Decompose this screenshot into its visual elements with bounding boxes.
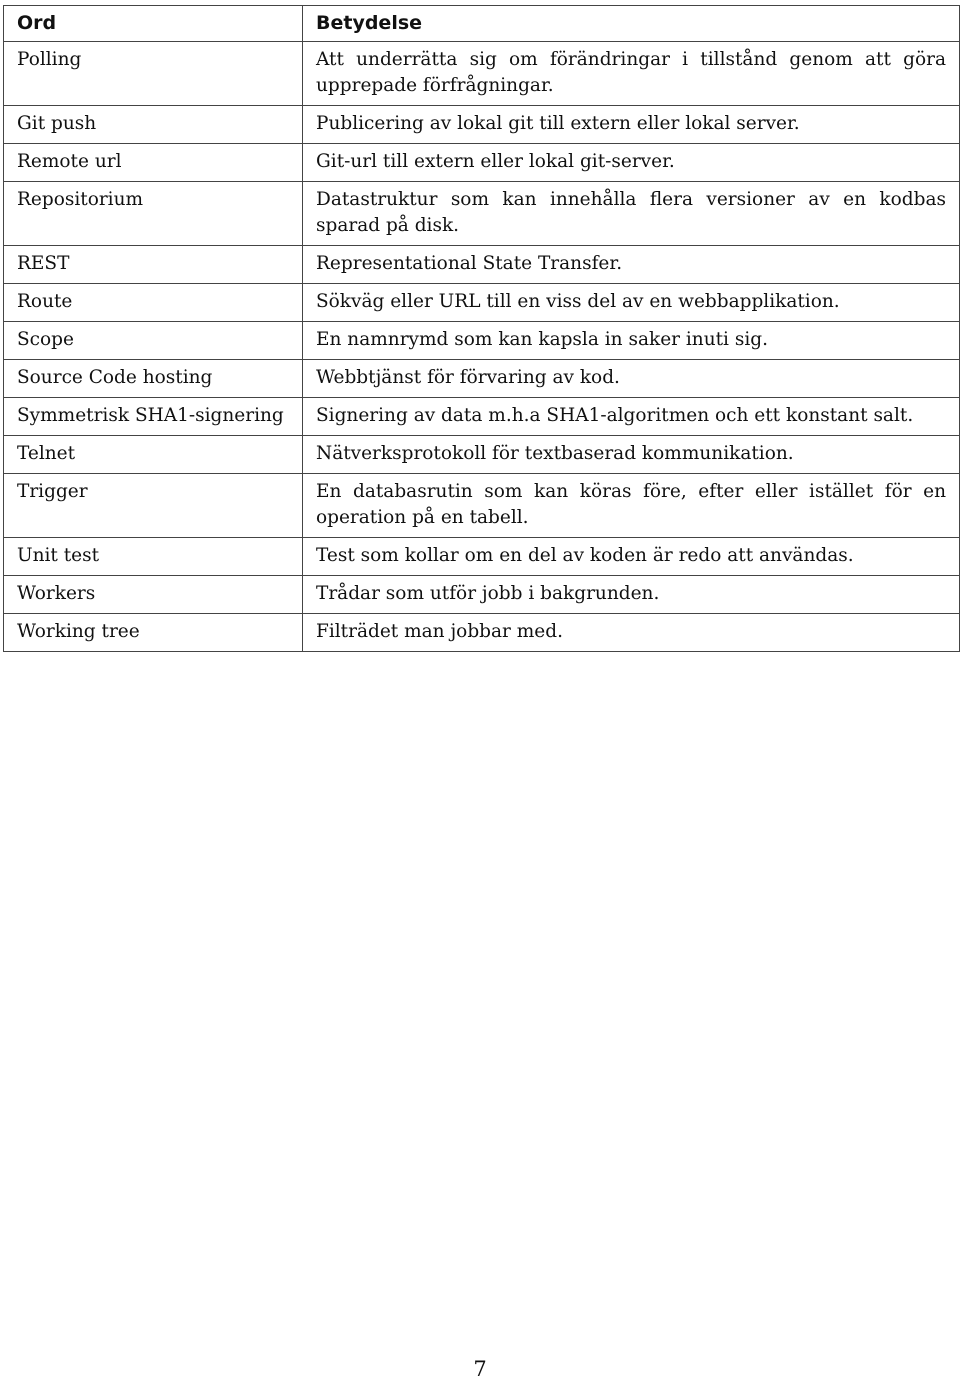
term-cell: Telnet [4,436,303,474]
table-row [4,182,960,246]
meaning-cell: En databasrutin som kan köras före, efter eller istället för en operation på en tabell. [303,474,960,538]
meaning-cell: Webbtjänst för förvaring av kod. [303,360,960,398]
meaning-cell: Sökväg eller URL till en viss del av en webbapplikation. [303,284,960,322]
term-cell: Trigger [4,474,303,538]
meaning-cell: Trådar som utför jobb i bakgrunden. [303,576,960,614]
table-row [4,360,960,398]
table-row [4,436,960,474]
meaning-cell: Signering av data m.h.a SHA1-algoritmen och ett konstant salt. [303,398,960,436]
term-cell: Scope [4,322,303,360]
term-cell: Polling [4,42,303,106]
table-row [4,576,960,614]
meaning-cell: Att underrätta sig om förändringar i tillstånd genom att göra upprepade förfrågningar. [303,42,960,106]
meaning-cell: Publicering av lokal git till extern eller lokal server. [303,106,960,144]
table-row [4,322,960,360]
term-cell: Symmetrisk SHA1-signering [4,398,303,436]
table-row [4,538,960,576]
meaning-cell: En namnrymd som kan kapsla in saker inuti sig. [303,322,960,360]
page-number: 7 [473,1357,487,1381]
term-cell: REST [4,246,303,284]
term-cell: Source Code hosting [4,360,303,398]
glossary-table [3,5,960,652]
meaning-cell: Filträdet man jobbar med. [303,614,960,652]
term-cell: Git push [4,106,303,144]
term-cell: Route [4,284,303,322]
meaning-cell: Test som kollar om en del av koden är redo att användas. [303,538,960,576]
table-row [4,614,960,652]
term-cell: Remote url [4,144,303,182]
table-row [4,284,960,322]
header-meaning: Betydelse [303,6,960,42]
table-row [4,398,960,436]
meaning-cell: Nätverksprotokoll för textbaserad kommunikation. [303,436,960,474]
meaning-cell: Git-url till extern eller lokal git-server. [303,144,960,182]
meaning-cell: Datastruktur som kan innehålla flera versioner av en kodbas sparad på disk. [303,182,960,246]
table-row [4,144,960,182]
term-cell: Workers [4,576,303,614]
term-cell: Unit test [4,538,303,576]
table-row [4,106,960,144]
term-cell: Working tree [4,614,303,652]
table-row [4,246,960,284]
header-row [4,6,960,42]
table-row [4,474,960,538]
header-term: Ord [4,6,303,42]
meaning-cell: Representational State Transfer. [303,246,960,284]
table-row [4,42,960,106]
term-cell: Repositorium [4,182,303,246]
